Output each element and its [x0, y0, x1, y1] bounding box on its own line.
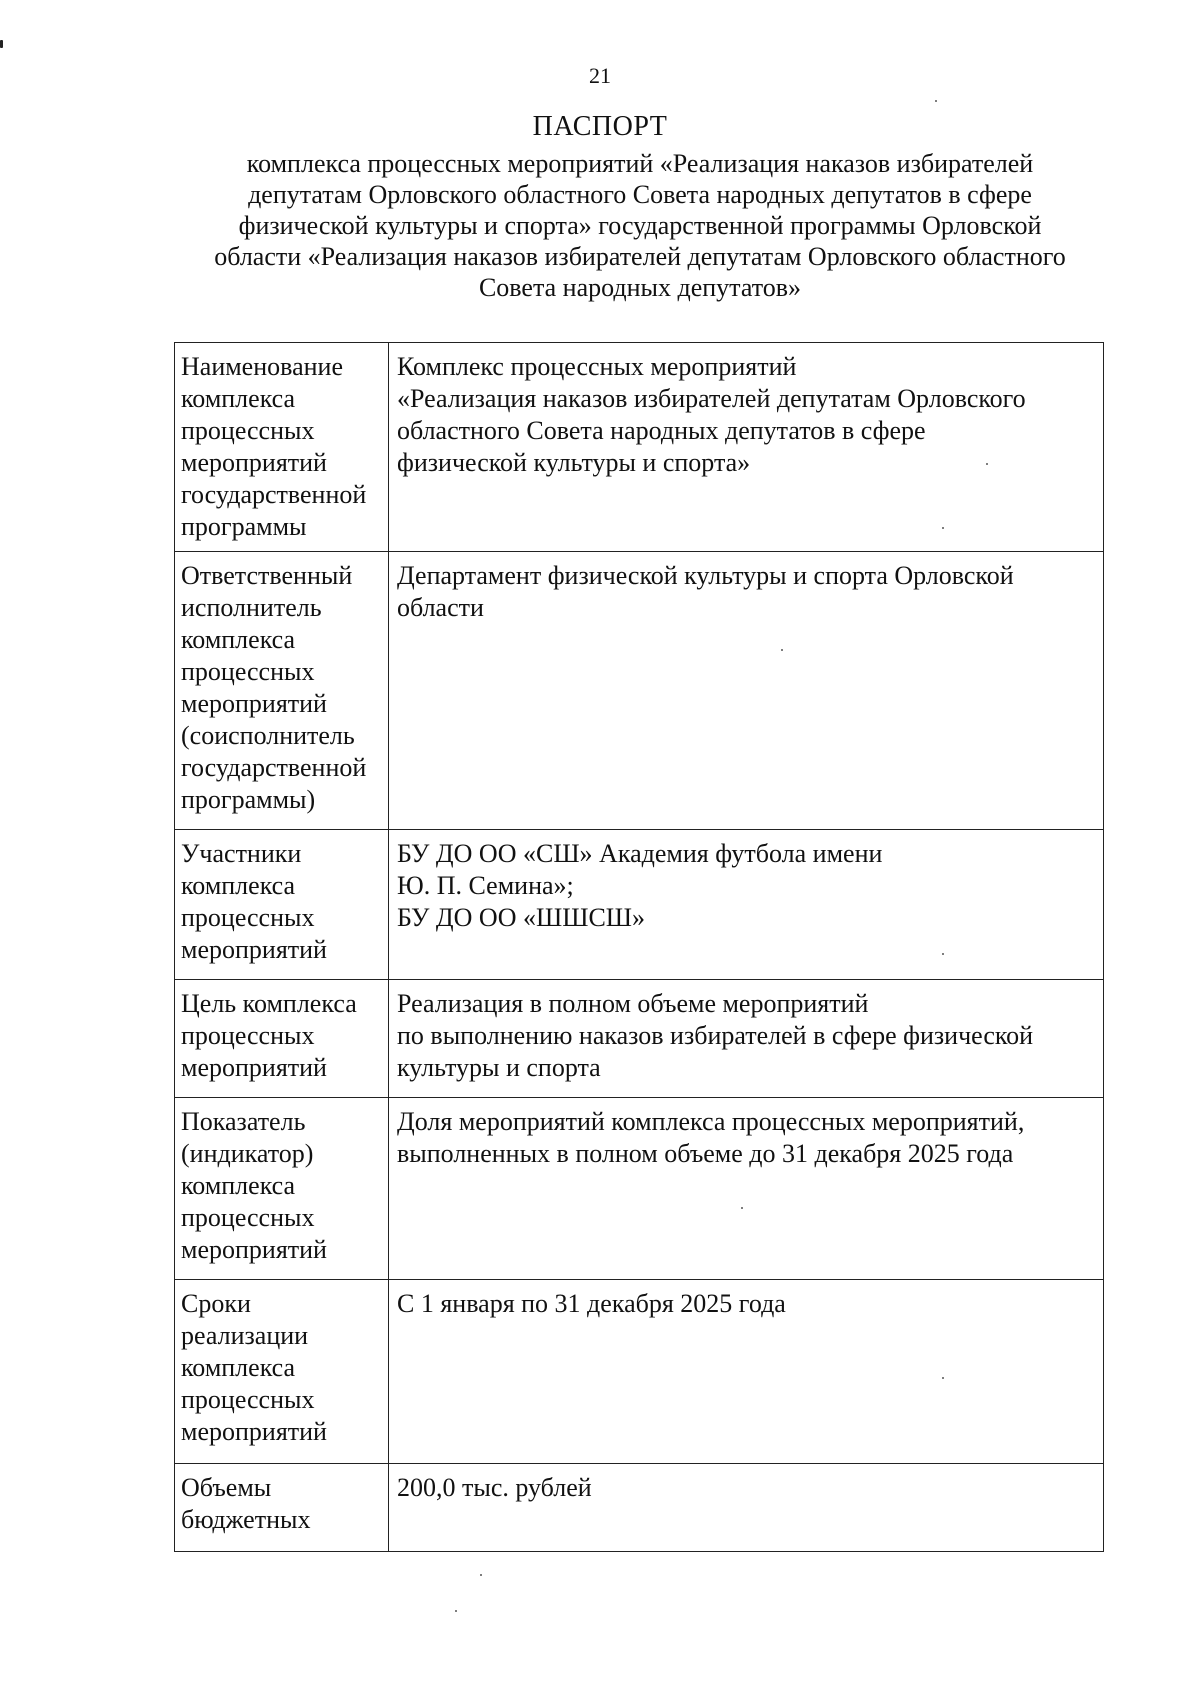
- row-label-cell: [175, 1098, 389, 1280]
- scan-speck: [935, 100, 937, 102]
- table-row: [175, 830, 1104, 980]
- label-line: процессных: [181, 903, 315, 932]
- document-title: ПАСПОРТ: [532, 111, 668, 142]
- label-line: комплекса: [181, 871, 296, 900]
- row-label-cell: [175, 980, 389, 1098]
- label-line: процессных: [181, 416, 315, 445]
- value-line: Ю. П. Семина»;: [397, 871, 574, 900]
- table-row: [175, 980, 1104, 1098]
- value-line: Департамент физической культуры и спорта Орловской: [397, 561, 1014, 590]
- subtitle-line: депутатам Орловского областного Совета народных депутатов в сфере: [248, 180, 1032, 209]
- table-row: [175, 552, 1104, 830]
- label-line: комплекса: [181, 1171, 296, 1200]
- table-row: [175, 1280, 1104, 1464]
- scan-speck: [986, 463, 988, 465]
- value-line: БУ ДО ОО «СШ» Академия футбола имени: [397, 839, 883, 868]
- label-line: Цель комплекса: [181, 989, 357, 1018]
- value-line: 200,0 тыс. рублей: [397, 1473, 592, 1502]
- document-subtitle: [160, 148, 1120, 303]
- label-line: мероприятий: [181, 1417, 327, 1446]
- label-line: Показатель: [181, 1107, 306, 1136]
- label-line: комплекса: [181, 384, 296, 413]
- row-value-cell: [389, 1098, 1104, 1280]
- row-value-cell: [389, 830, 1104, 980]
- label-line: Объемы: [181, 1473, 272, 1502]
- subtitle-line: комплекса процессных мероприятий «Реализация наказов избирателей: [246, 149, 1034, 178]
- scan-speck: [480, 1574, 482, 1576]
- value-line: БУ ДО ОО «ШШСШ»: [397, 903, 646, 932]
- label-line: реализации: [181, 1321, 309, 1350]
- row-value-cell: [389, 980, 1104, 1098]
- row-value-cell: [389, 343, 1104, 552]
- row-label-cell: [175, 1464, 389, 1552]
- label-line: Участники: [181, 839, 302, 868]
- row-label-cell: [175, 552, 389, 830]
- label-line: мероприятий: [181, 448, 327, 477]
- scan-speck: [741, 1207, 743, 1209]
- passport-table: [174, 342, 1104, 1552]
- label-line: программы: [181, 512, 307, 541]
- row-value-cell: [389, 1464, 1104, 1552]
- value-line: физической культуры и спорта»: [397, 448, 751, 477]
- row-value-cell: [389, 552, 1104, 830]
- label-line: Сроки: [181, 1289, 251, 1318]
- value-line: выполненных в полном объеме до 31 декабря 2025 года: [397, 1139, 1014, 1168]
- scan-speck: [942, 1377, 944, 1379]
- label-line: процессных: [181, 1021, 315, 1050]
- scan-speck: [0, 40, 3, 48]
- value-line: культуры и спорта: [397, 1053, 601, 1082]
- scan-speck: [781, 649, 783, 651]
- table-row: [175, 1464, 1104, 1552]
- label-line: государственной: [181, 753, 367, 782]
- label-line: (индикатор): [181, 1139, 314, 1168]
- value-line: С 1 января по 31 декабря 2025 года: [397, 1289, 786, 1318]
- row-label-cell: [175, 1280, 389, 1464]
- label-line: государственной: [181, 480, 367, 509]
- label-line: процессных: [181, 1385, 315, 1414]
- label-line: комплекса: [181, 1353, 296, 1382]
- label-line: Ответственный: [181, 561, 353, 590]
- label-line: комплекса: [181, 625, 296, 654]
- label-line: бюджетных: [181, 1505, 311, 1534]
- scan-speck: [455, 1610, 457, 1612]
- subtitle-line: физической культуры и спорта» государственной программы Орловской: [238, 211, 1042, 240]
- value-line: области: [397, 593, 484, 622]
- row-value-cell: [389, 1280, 1104, 1464]
- scan-speck: [942, 527, 944, 529]
- row-label-cell: [175, 343, 389, 552]
- label-line: Наименование: [181, 352, 343, 381]
- value-line: по выполнению наказов избирателей в сфере физической: [397, 1021, 1034, 1050]
- table-row: [175, 343, 1104, 552]
- label-line: процессных: [181, 657, 315, 686]
- subtitle-line: области «Реализация наказов избирателей депутатам Орловского областного: [214, 242, 1066, 271]
- value-line: Доля мероприятий комплекса процессных мероприятий,: [397, 1107, 1025, 1136]
- value-line: Комплекс процессных мероприятий: [397, 352, 797, 381]
- value-line: «Реализация наказов избирателей депутатам Орловского: [397, 384, 1026, 413]
- value-line: областного Совета народных депутатов в сфере: [397, 416, 926, 445]
- row-label-cell: [175, 830, 389, 980]
- table-row: [175, 1098, 1104, 1280]
- label-line: (соисполнитель: [181, 721, 355, 750]
- scan-speck: [942, 953, 944, 955]
- page-number: 21: [589, 63, 611, 88]
- subtitle-line: Совета народных депутатов»: [478, 273, 802, 302]
- value-line: Реализация в полном объеме мероприятий: [397, 989, 869, 1018]
- label-line: процессных: [181, 1203, 315, 1232]
- label-line: мероприятий: [181, 689, 327, 718]
- label-line: программы): [181, 785, 316, 814]
- label-line: мероприятий: [181, 1053, 327, 1082]
- label-line: исполнитель: [181, 593, 322, 622]
- label-line: мероприятий: [181, 935, 327, 964]
- label-line: мероприятий: [181, 1235, 327, 1264]
